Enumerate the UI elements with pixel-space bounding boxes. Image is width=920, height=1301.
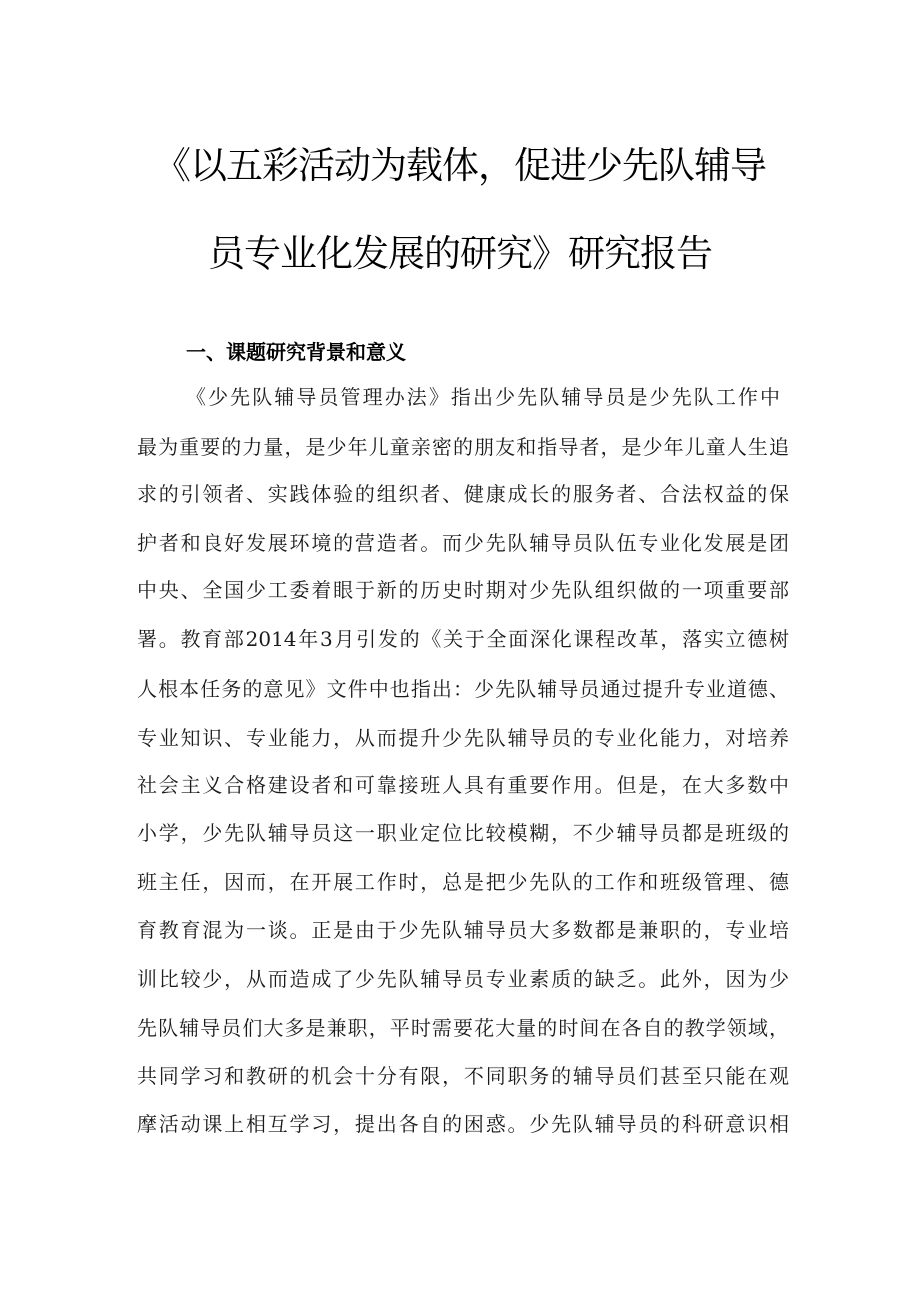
paragraph-line: 摩活动课上相互学习，提出各自的困惑。少先队辅导员的科研意识相: [137, 1112, 789, 1136]
paragraph-line: 《少先队辅导员管理办法》指出少先队辅导员是少先队工作中: [186, 385, 780, 409]
document-title-line-2: 员专业化发展的研究》研究报告: [208, 232, 712, 275]
paragraph-line: 署。教育部2014年3月引发的《关于全面深化课程改革，落实立德树: [137, 627, 789, 651]
paragraph-line: 护者和良好发展环境的营造者。而少先队辅导员队伍专业化发展是团: [137, 531, 789, 555]
paragraph-line: 育教育混为一谈。正是由于少先队辅导员大多数都是兼职的，专业培: [137, 918, 789, 942]
paragraph-line: 专业知识、专业能力，从而提升少先队辅导员的专业化能力，对培养: [137, 726, 789, 750]
paragraph-line: 训比较少，从而造成了少先队辅导员专业素质的缺乏。此外，因为少: [137, 967, 789, 991]
document-title-line-1: 《以五彩活动为载体，促进少先队辅导: [154, 144, 766, 187]
paragraph-line: 先队辅导员们大多是兼职，平时需要花大量的时间在各自的教学领域，: [137, 1016, 789, 1040]
paragraph-line: 求的引领者、实践体验的组织者、健康成长的服务者、合法权益的保: [137, 482, 789, 506]
paragraph-line: 人根本任务的意见》文件中也指出：少先队辅导员通过提升专业道德、: [137, 677, 789, 701]
paragraph-line: 中央、全国少工委着眼于新的历史时期对少先队组织做的一项重要部: [137, 578, 789, 602]
paragraph-line: 共同学习和教研的机会十分有限，不同职务的辅导员们甚至只能在观: [137, 1064, 789, 1088]
paragraph-line: 小学，少先队辅导员这一职业定位比较模糊，不少辅导员都是班级的: [137, 821, 789, 845]
section-heading: 一、课题研究背景和意义: [186, 340, 406, 364]
paragraph-line: 社会主义合格建设者和可靠接班人具有重要作用。但是，在大多数中: [137, 773, 789, 797]
paragraph-line: 班主任，因而，在开展工作时，总是把少先队的工作和班级管理、德: [137, 870, 789, 894]
paragraph-line: 最为重要的力量，是少年儿童亲密的朋友和指导者，是少年儿童人生追: [137, 435, 789, 459]
